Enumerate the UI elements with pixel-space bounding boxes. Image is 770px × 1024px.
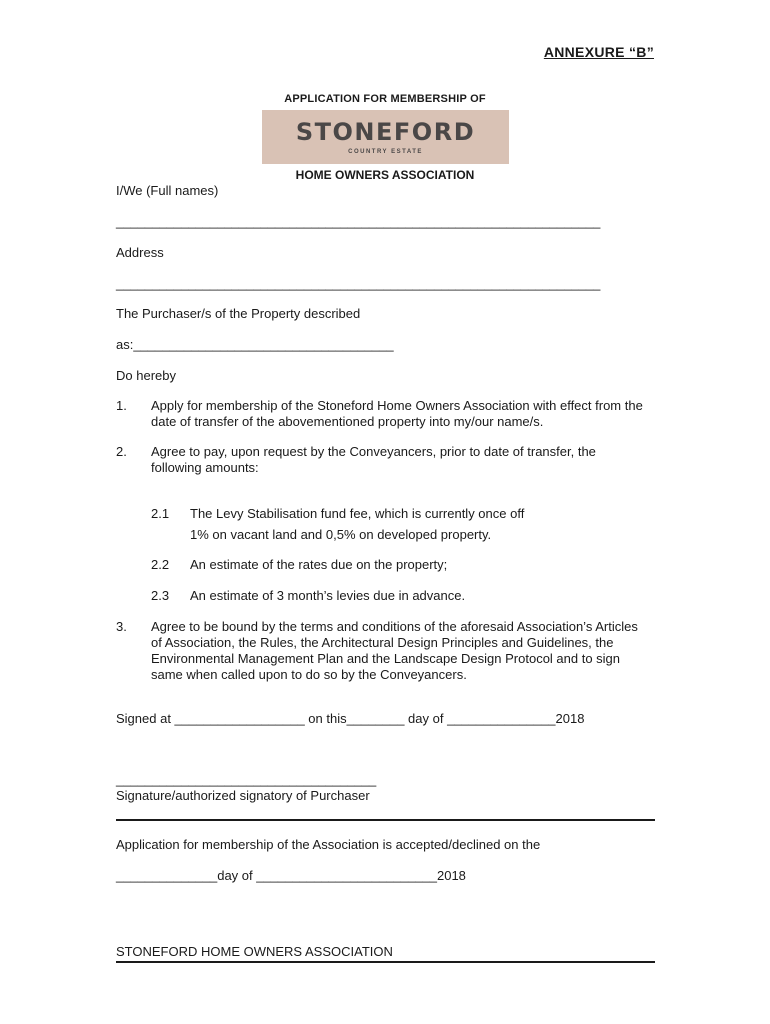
signature-label: Signature/authorized signatory of Purchaser bbox=[116, 788, 370, 803]
sub-item-2-3-text: An estimate of 3 month’s levies due in advance. bbox=[190, 588, 466, 603]
stoneford-logo bbox=[262, 110, 509, 164]
item-1-text: Apply for membership of the Stoneford Home Owners Association with effect from the date of transfer of the abovementioned property into my/our name/s. bbox=[151, 398, 643, 429]
full-names-field-line[interactable]: ___________________________________________________________________ bbox=[116, 214, 601, 229]
sub-item-2-3-number: 2.3 bbox=[151, 588, 170, 603]
acceptance-text: Application for membership of the Association is accepted/declined on the bbox=[116, 837, 541, 852]
full-names-label: I/We (Full names) bbox=[116, 183, 219, 198]
sub-item-2-1-line2: 1% on vacant land and 0,5% on developed property. bbox=[190, 527, 492, 542]
acceptance-date-line[interactable]: ______________day of _________________________2018 bbox=[116, 868, 466, 883]
hoa-heading: HOME OWNERS ASSOCIATION bbox=[295, 168, 475, 182]
item-3-number: 3. bbox=[116, 619, 127, 634]
logo-brand-text: STONEFORD bbox=[295, 118, 476, 146]
item-2-text: Agree to pay, upon request by the Conveyancers, prior to date of transfer, the following amounts: bbox=[151, 444, 596, 475]
sub-item-2-1-number: 2.1 bbox=[151, 506, 170, 521]
property-label: The Purchaser/s of the Property described bbox=[116, 306, 361, 321]
property-as-field-line[interactable]: as:____________________________________ bbox=[116, 337, 394, 352]
signature-field-line[interactable]: ____________________________________ bbox=[116, 772, 377, 787]
sub-item-2-2-number: 2.2 bbox=[151, 557, 170, 572]
signed-at-line[interactable]: Signed at __________________ on this________ day of _______________2018 bbox=[116, 711, 585, 726]
logo-sub-text: COUNTRY ESTATE bbox=[348, 149, 423, 155]
footer-association-name: STONEFORD HOME OWNERS ASSOCIATION bbox=[116, 944, 393, 959]
do-hereby-text: Do hereby bbox=[116, 368, 176, 383]
item-2-number: 2. bbox=[116, 444, 127, 459]
footer-rule bbox=[116, 961, 655, 963]
address-label: Address bbox=[116, 245, 164, 260]
item-1-number: 1. bbox=[116, 398, 127, 413]
item-3-text: Agree to be bound by the terms and conditions of the aforesaid Association’s Articles of Association, the Rules, the Architectural Design Principles and Guidelines, the Environmental Management Plan and the Landscape Design Protocol and to sign same when called upon to do so by the Conveyancers. bbox=[151, 619, 638, 682]
section-divider bbox=[116, 819, 655, 821]
sub-item-2-1-line1: The Levy Stabilisation fund fee, which is currently once off bbox=[190, 506, 525, 521]
annexure-label: ANNEXURE “B” bbox=[543, 44, 654, 60]
address-field-line[interactable]: ___________________________________________________________________ bbox=[116, 276, 601, 291]
sub-item-2-2-text: An estimate of the rates due on the property; bbox=[190, 557, 448, 572]
application-heading: APPLICATION FOR MEMBERSHIP OF bbox=[284, 93, 486, 105]
